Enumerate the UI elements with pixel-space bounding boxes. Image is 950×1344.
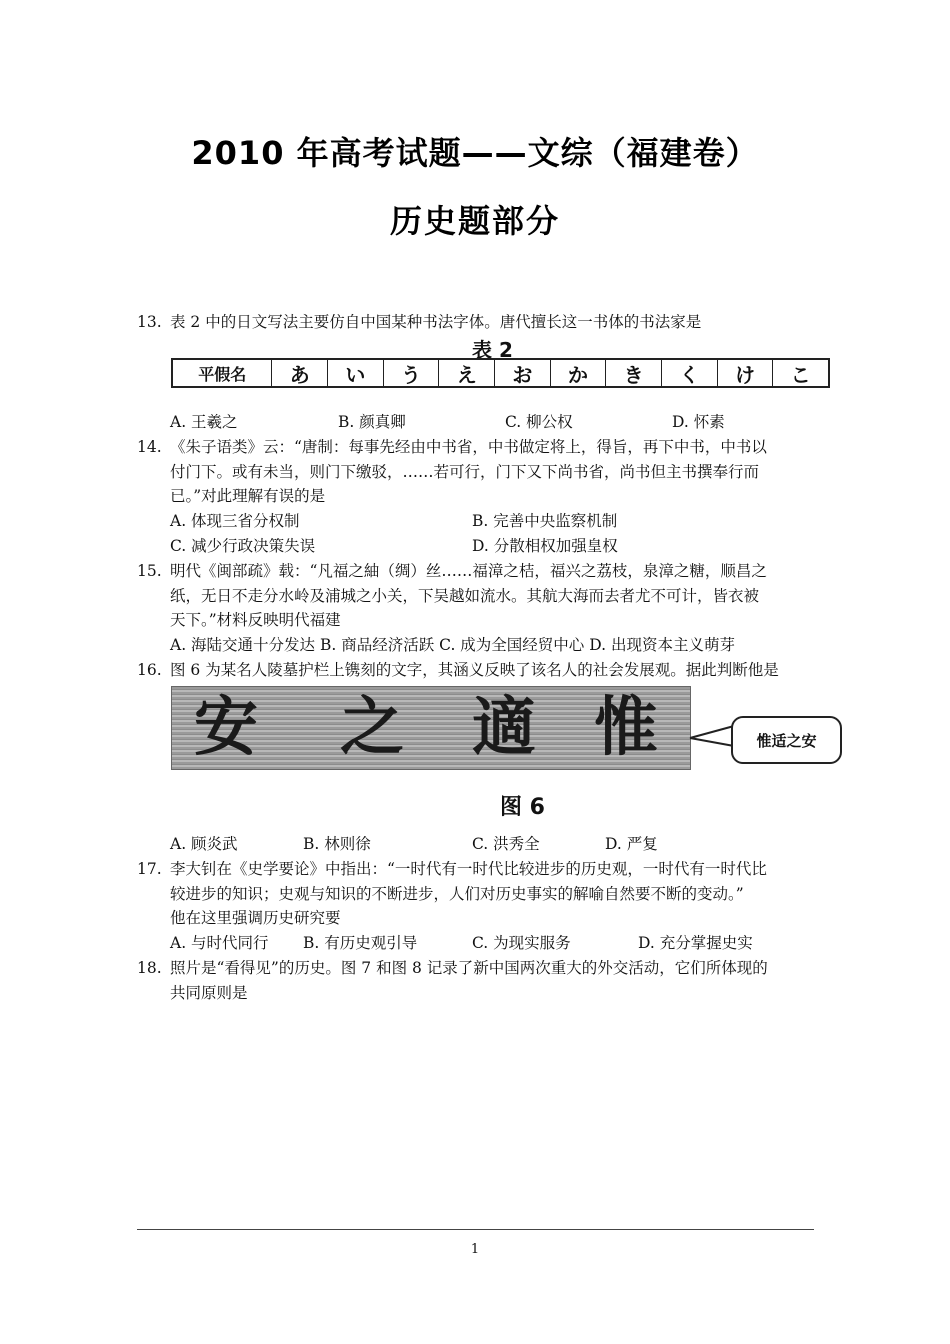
option-c: C. 减少行政决策失误 [170,537,316,555]
table-caption: 表 2 [472,338,513,362]
option-d: D. 严复 [605,835,658,853]
question-text-line: 付门下。或有未当，则门下缴驳，……若可行，门下又下尚书省，尚书但主书撰奉行而 [170,463,760,481]
option-d: D. 充分掌握史实 [638,934,753,952]
option-b: B. 颜真卿 [338,413,406,431]
question-number: 17. [137,860,162,878]
page-title: 2010 年高考试题——文综（福建卷） [191,134,759,172]
question-number: 15. [137,562,162,580]
question-number: 16. [137,661,162,679]
question-text-line: 照片是“看得见”的历史。图 7 和图 8 记录了新中国两次重大的外交活动，它们所体现的 [170,959,768,977]
option-c: C. 柳公权 [505,413,573,431]
question-text-line: 已。”对此理解有误的是 [170,487,326,505]
question-text-line: 天下。”材料反映明代福建 [170,611,341,629]
table-cell: き [605,360,661,386]
question-number: 13. [137,313,162,331]
question-text-line: 李大钊在《史学要论》中指出：“一时代有一时代比较进步的历史观，一时代有一时代比 [170,860,767,878]
table-cell: あ [271,360,327,386]
carved-char: 之 [340,690,404,765]
carved-char: 安 [194,690,258,765]
question-text-line: 纸，无日不走分水岭及浦城之小关，下吴越如流水。其航大海而去者尤不可计，皆衣被 [170,587,760,605]
question-text: 图 6 为某名人陵墓护栏上镌刻的文字，其涵义反映了该名人的社会发展观。据此判断他是 [170,661,779,679]
page-number: 1 [470,1242,480,1257]
question-text-line: 明代《闽部疏》载：“凡福之紬（绸）丝……福漳之桔，福兴之荔枝，泉漳之糖，顺昌之 [170,562,767,580]
carved-char: 適 [472,690,536,765]
option-b: B. 完善中央监察机制 [472,512,618,530]
question-number: 18. [137,959,162,977]
question-text-line: 共同原则是 [170,984,248,1002]
option-c: C. 洪秀全 [472,835,540,853]
option-d: D. 分散相权加强皇权 [472,537,618,555]
option-b: B. 有历史观引导 [303,934,418,952]
callout-pointer [688,720,736,750]
question-text-line: 《朱子语类》云：“唐制：每事先经由中书省，中书做定将上，得旨，再下中书，中书以 [170,438,767,456]
table-cell: か [550,360,606,386]
option-a: A. 体现三省分权制 [170,512,300,530]
option-a: A. 顾炎武 [170,835,238,853]
option-b: B. 林则徐 [303,835,371,853]
table-cell: け [717,360,773,386]
table-cell: い [327,360,383,386]
table-cell: う [383,360,439,386]
table-cell: こ [772,360,828,386]
table-cell: お [494,360,550,386]
carved-inscription-image [171,686,691,770]
question-text-line: 他在这里强调历史研究要 [170,909,341,927]
question-number: 14. [137,438,162,456]
option-a: A. 王羲之 [170,413,238,431]
table-head-cell: 平假名 [198,364,247,384]
option-c: C. 为现实服务 [472,934,571,952]
option-d: D. 怀素 [672,413,725,431]
table-cell: く [661,360,717,386]
kana-table [171,358,830,388]
callout-bubble: 惟适之安 [731,716,842,764]
options-line: A. 海陆交通十分发达 B. 商品经济活跃 C. 成为全国经贸中心 D. 出现资本主义萌芽 [170,636,735,654]
table-cell: え [438,360,494,386]
question-text: 表 2 中的日文写法主要仿自中国某种书法字体。唐代擅长这一书体的书法家是 [170,313,702,331]
question-text-line: 较进步的知识；史观与知识的不断进步，人们对历史事实的解喻自然要不断的变动。” [170,885,744,903]
figure-caption: 图 6 [500,795,545,820]
page-subtitle: 历史题部分 [389,202,560,240]
footer-divider [137,1229,814,1230]
carved-char: 惟 [594,690,658,765]
option-a: A. 与时代同行 [170,934,269,952]
